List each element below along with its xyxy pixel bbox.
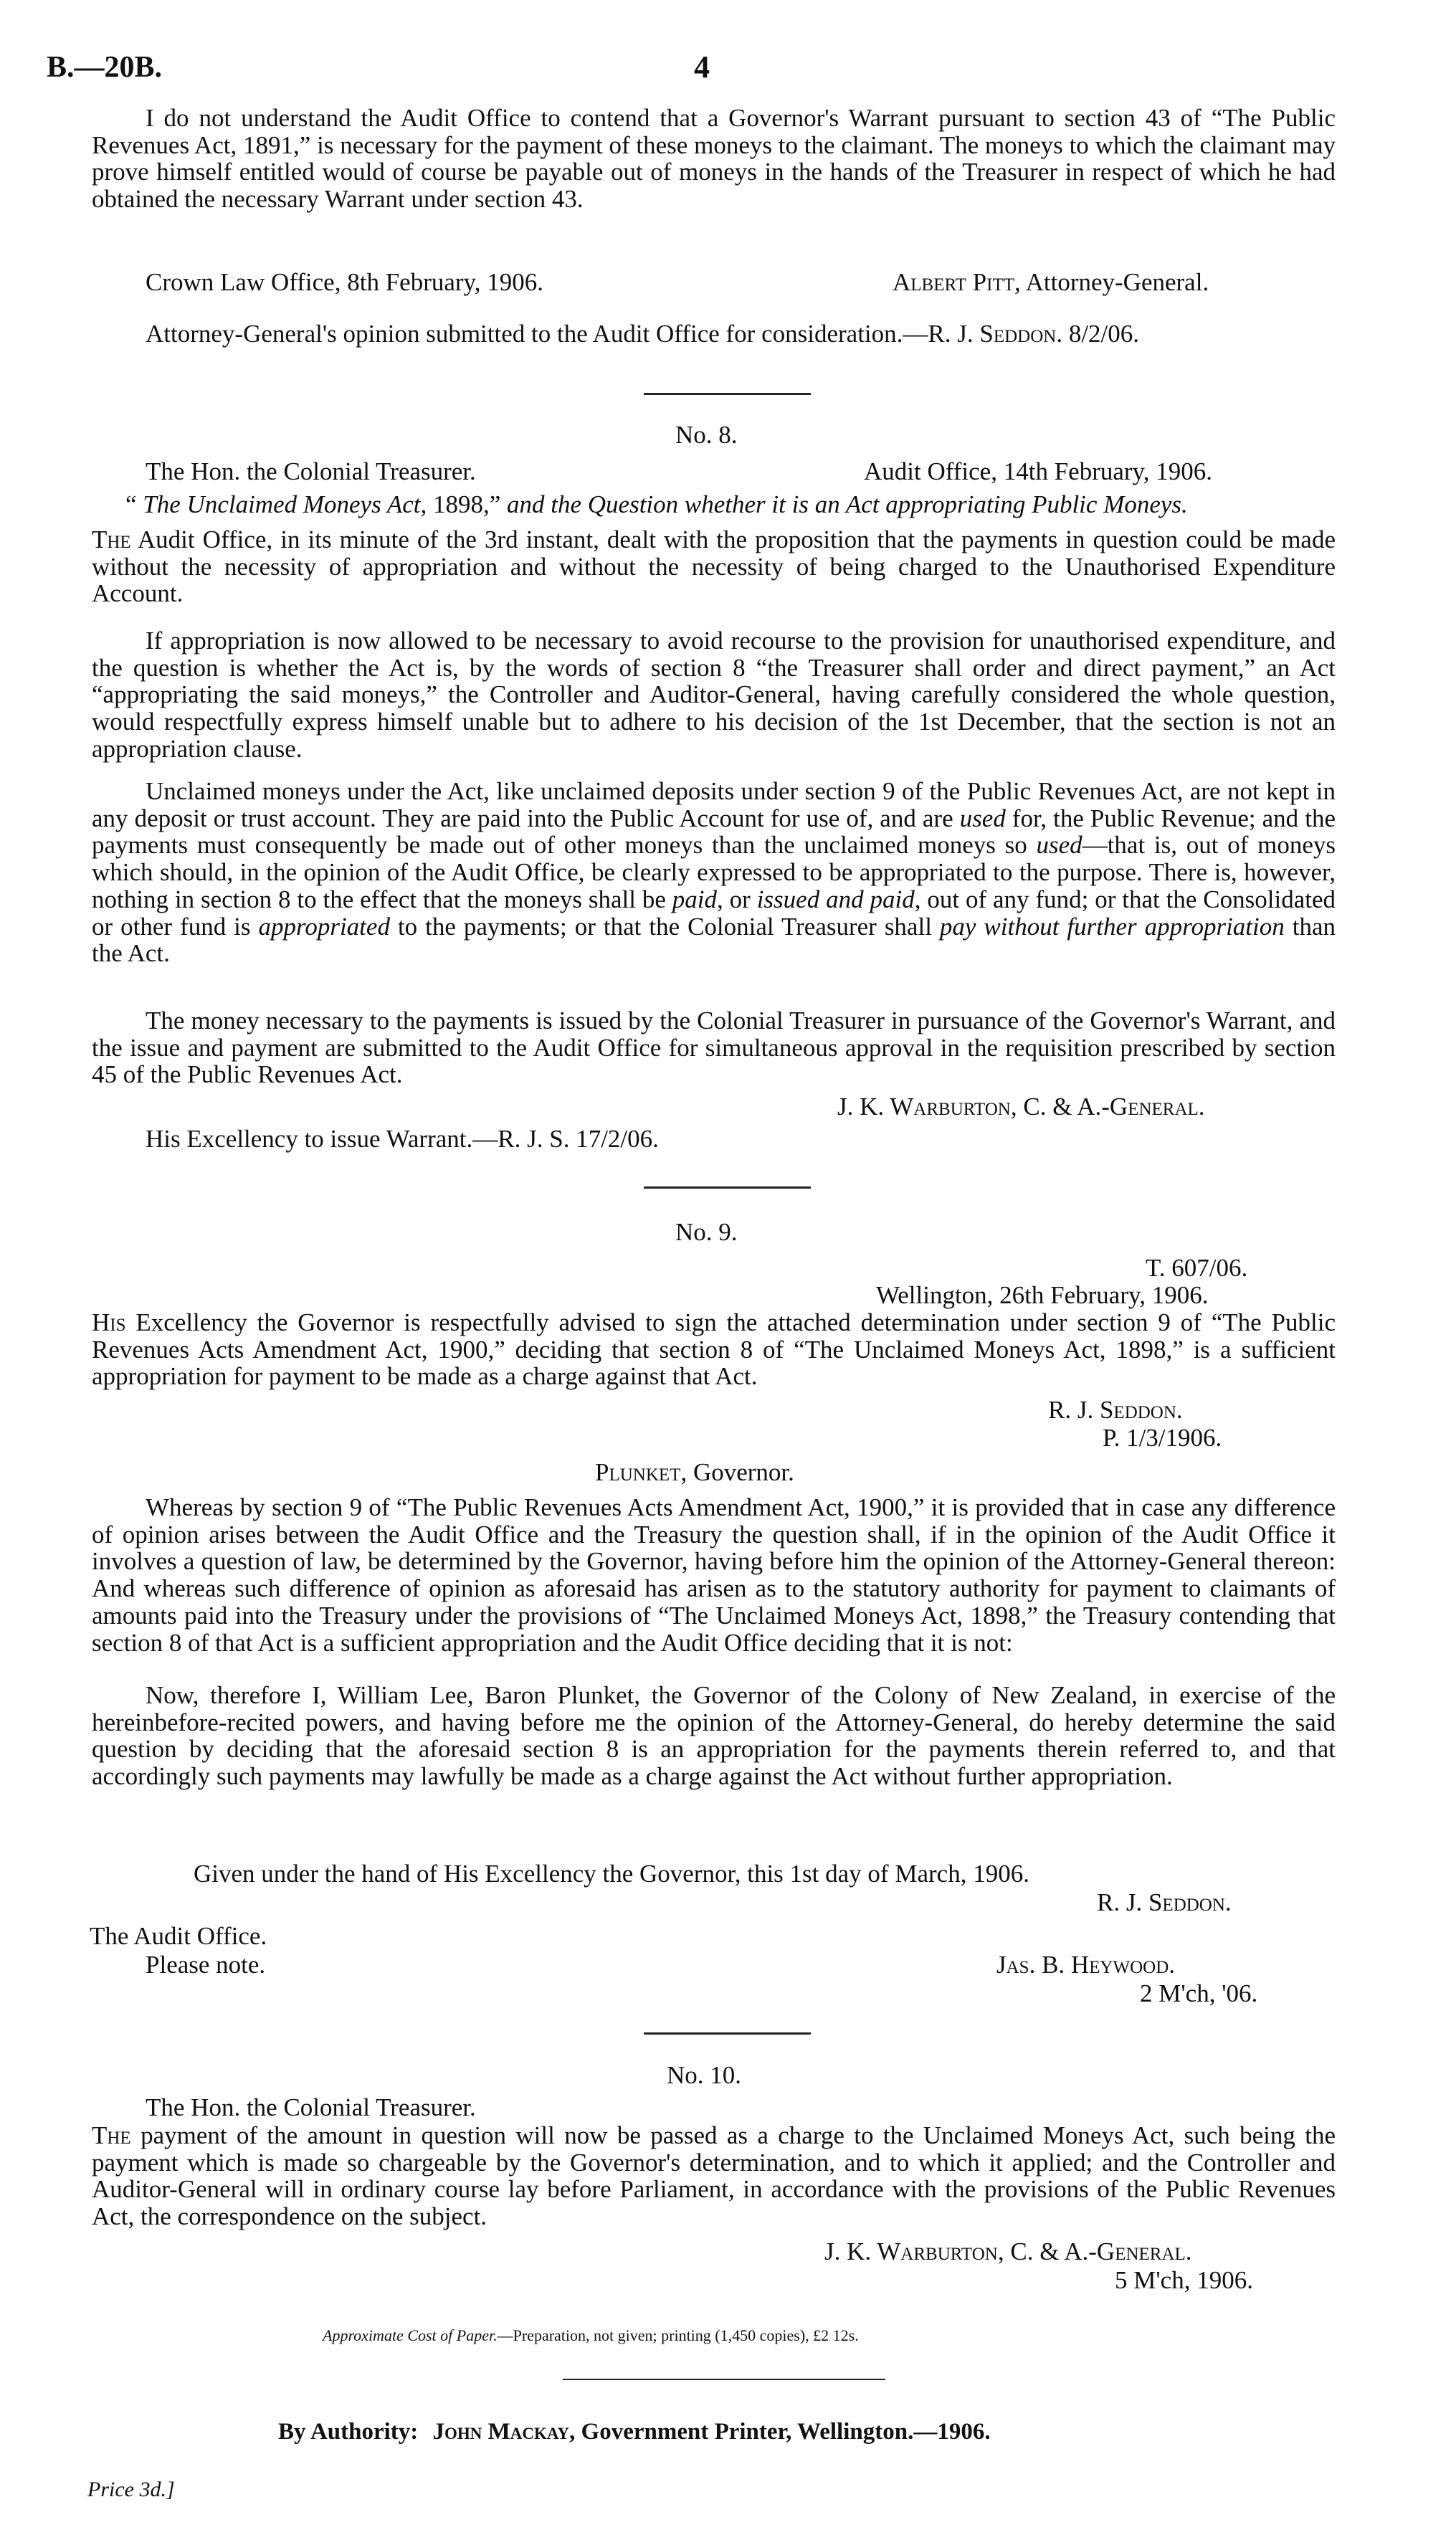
no10-addressee: The Hon. the Colonial Treasurer.	[146, 2093, 476, 2121]
no8-paragraph-4: The money necessary to the payments is issued by the Colonial Treasurer in pursuance of the Governor's Warrant, and the issue and payment are submitted to the Audit Office for simultaneous approval in the requisition prescribed by section 45 of the Public Revenues Act.	[92, 1007, 1336, 1089]
signature-name: Albert Pitt,	[893, 268, 1021, 296]
no9-heading: No. 9.	[675, 1218, 738, 1246]
price-note: Price 3d.]	[87, 2478, 175, 2501]
paragraph-text: payment of the amount in question will now be passed as a charge to the Unclaimed Moneys Act, such being the payment which is made so chargeable by the Governor's determination, and to which it applied; and the Controller and Auditor-General will in ordinary course lay before Parliament, in accordance with the provisions of the Public Revenues Act, the correspondence on the subject.	[92, 2121, 1336, 2231]
governor-signature	[595, 1459, 794, 1486]
lead-word: The	[92, 525, 131, 553]
emphasis: issued and paid	[756, 885, 915, 913]
no10-signature: J. K. Warburton, C. & A.-General.	[824, 2237, 1192, 2265]
minute-date: 8/2/06.	[1068, 320, 1140, 348]
lead-word: His	[92, 1308, 126, 1336]
emphasis: pay without further appropriation	[939, 912, 1285, 941]
paragraph-text: to the payments; or that the Colonial Treasurer shall	[389, 912, 940, 941]
attorney-general-signature	[893, 269, 1209, 296]
governor-title: Governor.	[693, 1458, 794, 1486]
section-divider	[644, 393, 811, 395]
no9-reference: T. 607/06.	[1146, 1254, 1248, 1282]
no9-whereas: Whereas by section 9 of “The Public Revenues Acts Amendment Act, 1900,” it is provided that in case any difference of opinion arises between the Audit Office and the Treasury the question shall, if in the opinion of the Audit Office it involves a question of law, be determined by the Governor, having before him the opinion of the Attorney-General thereon: And whereas such difference of opinion as aforesaid has arisen as to the statutory authority for payment to claimants of amounts paid into the Treasury under the provisions of “The Unclaimed Moneys Act, 1898,” the Treasury contending that section 8 of that Act is a sufficient appropriation and the Audit Office deciding that it is not:	[92, 1493, 1336, 1657]
no9-place-date: Wellington, 26th February, 1906.	[876, 1281, 1209, 1309]
emphasis: used	[1036, 831, 1083, 860]
footer-divider	[563, 2379, 885, 2380]
printer-rest: Government Printer, Wellington.—1906.	[575, 2419, 991, 2445]
paragraph-text: than the Act.	[92, 912, 1336, 968]
subject-act-title: The Unclaimed Moneys Act,	[143, 490, 427, 518]
cost-of-paper-note	[323, 2326, 859, 2345]
emphasis: used	[959, 804, 1006, 832]
no9-heywood-date: 2 M'ch, '06.	[1140, 1979, 1258, 2007]
no8-paragraph-3	[92, 778, 1336, 967]
no9-given: Given under the hand of His Excellency the Governor, this 1st day of March, 1906.	[194, 1860, 1029, 1888]
minute-signer: Seddon.	[979, 320, 1063, 348]
paragraph-text: , out of any fund; or that the Consolidated or other fund is	[92, 885, 1336, 941]
printer-imprint	[278, 2419, 991, 2445]
cost-label: Approximate Cost of Paper.	[323, 2326, 498, 2344]
paragraph-text: Audit Office, in its minute of the 3rd instant, dealt with the proposition that the payments in question could be made without the necessity of appropriation and without the necessity of being charged to the Unauthorised Expenditure Account.	[92, 525, 1336, 608]
no8-signature: J. K. Warburton, C. & A.-General.	[837, 1093, 1205, 1121]
paragraph-text: , or	[717, 885, 757, 913]
emphasis: appropriated	[258, 912, 390, 941]
no9-signer: R. J. Seddon.	[1048, 1396, 1183, 1424]
no9-please-note: Please note.	[146, 1951, 266, 1979]
section-divider	[644, 1186, 811, 1189]
subject-year: 1898,”	[427, 490, 508, 518]
no8-heading: No. 8.	[675, 421, 738, 449]
lead-word: The	[92, 2121, 131, 2149]
paragraph-text: for, the Public Revenue; and the payments must consequently be made out of other moneys than the unclaimed moneys so	[92, 804, 1336, 860]
emphasis: paid	[672, 885, 717, 913]
authority-label: By Authority:	[278, 2419, 419, 2445]
no8-place-date: Audit Office, 14th February, 1906.	[864, 457, 1213, 485]
no9-approval: P. 1/3/1906.	[1103, 1424, 1222, 1452]
no8-subject	[125, 491, 1188, 518]
page-number: 4	[694, 49, 710, 85]
no9-now-therefore: Now, therefore I, William Lee, Baron Plunket, the Governor of the Colony of New Zealand, in exercise of the hereinbefore-recited powers, and having before me the opinion of the Attorney-General, do hereby determine the said question by deciding that the aforesaid section 8 is an appropriation for the payments therein referred to, and that accordingly such payments may lawfully be made as a charge against the Act without further appropriation.	[92, 1681, 1336, 1791]
no10-date: 5 M'ch, 1906.	[1115, 2266, 1253, 2294]
opinion-minute	[92, 320, 1336, 348]
opening-paragraph: I do not understand the Audit Office to contend that a Governor's Warrant pursuant to section 43 of “The Public Revenues Act, 1891,” is necessary for the payment of these moneys to the claimant. The moneys to which the claimant may prove himself entitled would of course be payable out of moneys in the hands of the Treasurer in respect of which he had obtained the necessary Warrant under section 43.	[92, 104, 1336, 214]
minute-text: Attorney-General's opinion submitted to the Audit Office for consideration.—R. J.	[146, 320, 980, 348]
no8-addressee: The Hon. the Colonial Treasurer.	[146, 457, 476, 485]
no9-given-signer: R. J. Seddon.	[1097, 1888, 1232, 1916]
paragraph-text: —that is, out of moneys which should, in the opinion of the Audit Office, be clearly expressed to be appropriated to the purpose. There is, however, nothing in section 8 to the effect that the moneys shall be	[92, 831, 1336, 913]
crown-law-office-date: Crown Law Office, 8th February, 1906.	[146, 268, 544, 296]
paragraph-text: Excellency the Governor is respectfully advised to sign the attached determination under section 9 of “The Public Revenues Acts Amendment Act, 1900,” deciding that section 8 of “The Unclaimed Moneys Act, 1898,” is a sufficient appropriation for payment to be made as a charge against that Act.	[92, 1308, 1336, 1391]
no9-audit-office: The Audit Office.	[90, 1922, 267, 1950]
no8-paragraph-1	[92, 526, 1336, 607]
no9-heywood-signature: Jas. B. Heywood.	[996, 1951, 1176, 1979]
printer-name: John Mackay,	[432, 2419, 576, 2445]
paragraph-text: Unclaimed moneys under the Act, like unclaimed deposits under section 9 of the Public Revenues Act, are not kept in any deposit or trust account. They are paid into the Public Account for use of, and are	[92, 777, 1336, 832]
subject-question: and the Question whether it is an Act appropriating Public Moneys.	[507, 490, 1188, 518]
cost-text: —Preparation, not given; printing (1,450 copies), £2 12s.	[497, 2326, 859, 2344]
subject-quote: “	[125, 490, 143, 518]
governor-name: Plunket,	[595, 1458, 687, 1486]
no8-paragraph-2: If appropriation is now allowed to be necessary to avoid recourse to the provision for unauthorised expenditure, and the question is whether the Act is, by the words of section 8 “the Treasurer shall order and direct payment,” an Act “appropriating the said moneys,” the Controller and Auditor-General, having carefully considered the whole question, would respectfully express himself unable but to adhere to his decision of the 1st December, that the section is not an appropriation clause.	[92, 627, 1336, 763]
signature-title: Attorney-General.	[1025, 268, 1209, 296]
document-reference: B.—20B.	[47, 51, 163, 84]
no8-minute: His Excellency to issue Warrant.—R. J. S. 17/2/06.	[146, 1125, 659, 1153]
no9-advice	[92, 1309, 1336, 1390]
section-divider	[644, 2032, 811, 2035]
no10-heading: No. 10.	[667, 2061, 742, 2089]
no10-paragraph	[92, 2122, 1336, 2230]
